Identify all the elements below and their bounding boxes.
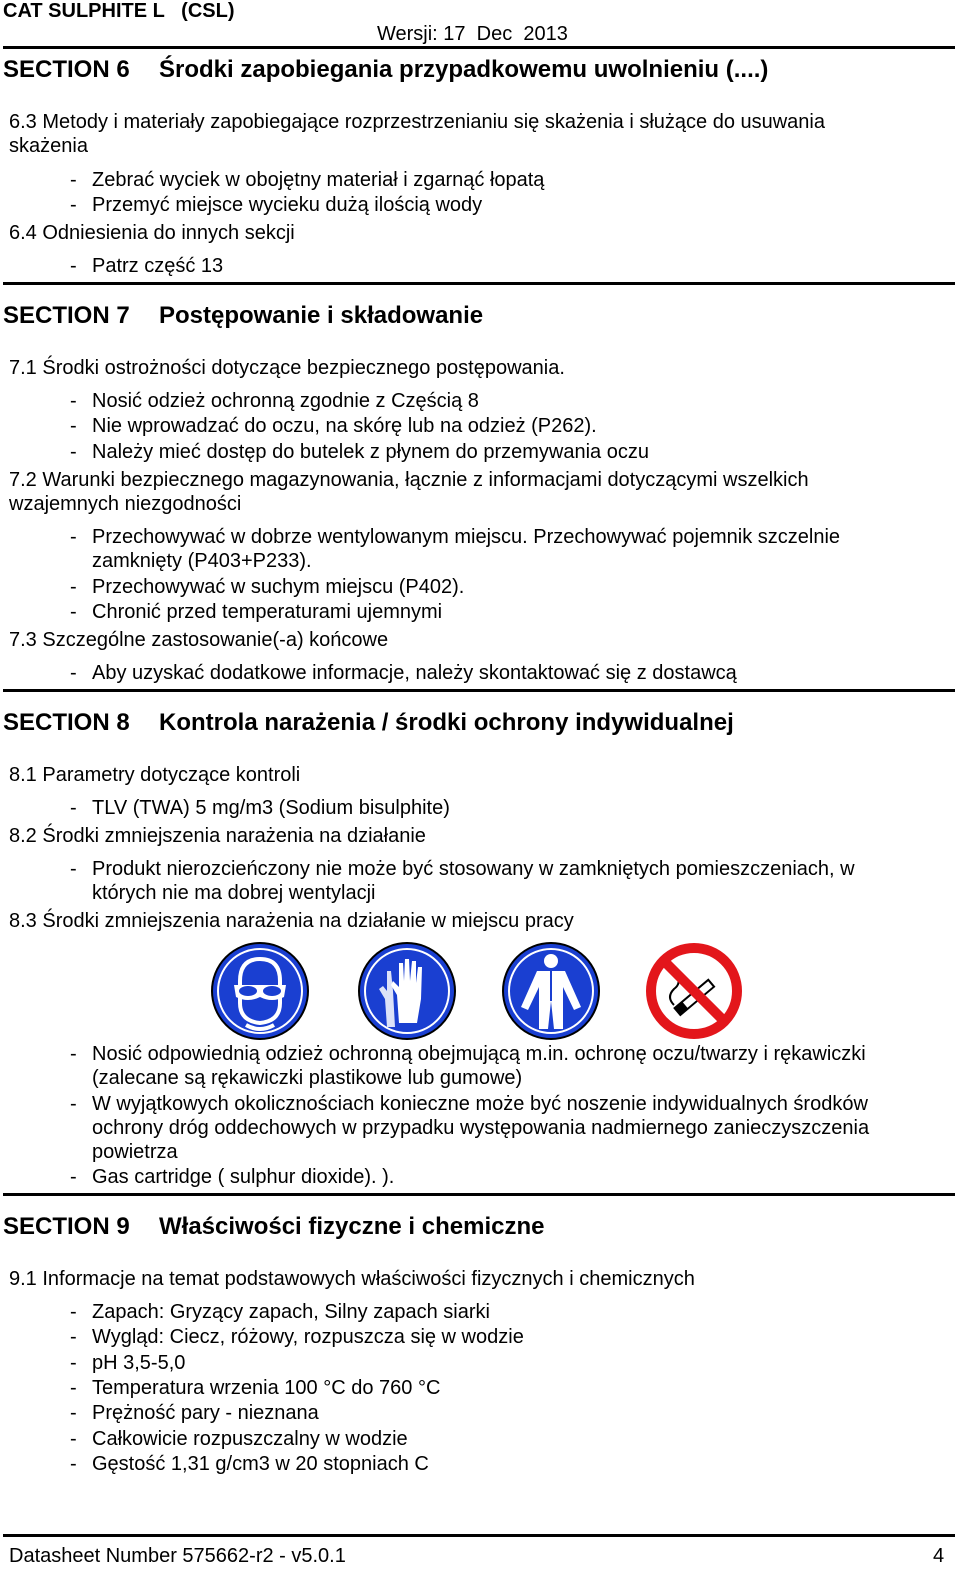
eye-protection-icon	[210, 941, 310, 1041]
subsection-8-3-heading: 8.3 Środki zmniejszenia narażenia na działanie w miejscu pracy	[9, 910, 574, 932]
section-number: SECTION 7	[3, 302, 130, 329]
section-heading: Kontrola narażenia / środki ochrony indywidualnej	[159, 709, 734, 736]
list-item: - W wyjątkowych okolicznościach konieczne może być noszenie indywidualnych środków ochrony dróg oddechowych w przypadku występowania nadmiernego zanieczyszczenia powietrza	[70, 1093, 870, 1163]
list-item: - Zapach: Gryzący zapach, Silny zapach siarki	[70, 1301, 490, 1323]
list-item: - Przechowywać w suchym miejscu (P402).	[70, 576, 465, 598]
list-item: - Patrz część 13	[70, 255, 224, 277]
page-number: 4	[933, 1545, 945, 1567]
section-heading: Właściwości fizyczne i chemiczne	[159, 1213, 545, 1240]
list-item: - pH 3,5-5,0	[70, 1352, 186, 1374]
no-smoking-icon	[644, 941, 744, 1041]
subsection-7-2-heading: 7.2 Warunki bezpiecznego magazynowania, łącznie z informacjami dotyczącymi wszelkich wzajemnych niezgodności	[9, 469, 809, 515]
list-item: - Zebrać wyciek w obojętny materiał i zgarnąć łopatą	[70, 169, 545, 191]
datasheet-number: Datasheet Number 575662-r2 - v5.0.1	[9, 1545, 346, 1567]
list-item: - Gas cartridge ( sulphur dioxide). ).	[70, 1166, 395, 1188]
list-item: - Chronić przed temperaturami ujemnymi	[70, 601, 443, 623]
section-number: SECTION 8	[3, 709, 130, 736]
subsection-7-1-heading: 7.1 Środki ostrożności dotyczące bezpiecznego postępowania.	[9, 357, 565, 379]
list-item: - Przechowywać w dobrze wentylowanym miejscu. Przechowywać pojemnik szczelnie zamknięty (P403+P233).	[70, 526, 841, 572]
section-7-title	[3, 302, 483, 330]
list-item: - Aby uzyskać dodatkowe informacje, należy skontaktować się z dostawcą	[70, 662, 737, 684]
list-item: - Produkt nierozcieńczony nie może być stosowany w zamkniętych pomieszczeniach, w których nie ma dobrej wentylacji	[70, 858, 855, 904]
list-item: - Nosić odzież ochronną zgodnie z Częścią 8	[70, 390, 479, 412]
section-rule	[3, 282, 955, 285]
product-name: CAT SULPHITE L (CSL)	[3, 0, 235, 22]
list-item: - Prężność pary - nieznana	[70, 1402, 319, 1424]
section-6-title	[3, 56, 768, 84]
section-heading: Środki zapobiegania przypadkowemu uwolnieniu (....)	[159, 56, 769, 83]
subsection-6-4-heading: 6.4 Odniesienia do innych sekcji	[9, 222, 295, 244]
subsection-6-3-heading: 6.3 Metody i materiały zapobiegające rozprzestrzenianiu się skażenia i służące do usuwania skażenia	[9, 111, 825, 157]
list-item: - TLV (TWA) 5 mg/m3 (Sodium bisulphite)	[70, 797, 450, 819]
subsection-7-3-heading: 7.3 Szczególne zastosowanie(-a) końcowe	[9, 629, 389, 651]
list-item: - Nosić odpowiednią odzież ochronną obejmującą m.in. ochronę oczu/twarzy i rękawiczki (zalecane są rękawiczki plastikowe lub gumowe)	[70, 1043, 866, 1089]
list-item: - Całkowicie rozpuszczalny w wodzie	[70, 1428, 408, 1450]
footer-rule	[3, 1534, 955, 1537]
section-number: SECTION 9	[3, 1213, 130, 1240]
list-item: - Wygląd: Ciecz, różowy, rozpuszcza się w wodzie	[70, 1326, 524, 1348]
gloves-icon	[357, 941, 457, 1041]
subsection-8-1-heading: 8.1 Parametry dotyczące kontroli	[9, 764, 301, 786]
section-heading: Postępowanie i składowanie	[159, 302, 484, 329]
section-8-title	[3, 709, 734, 737]
list-item: - Gęstość 1,31 g/cm3 w 20 stopniach C	[70, 1453, 429, 1475]
list-item: - Przemyć miejsce wycieku dużą ilością wody	[70, 194, 483, 216]
version-date: Wersji: 17 Dec 2013	[377, 23, 568, 45]
section-rule	[3, 689, 955, 692]
list-item: - Nie wprowadzać do oczu, na skórę lub na odzież (P262).	[70, 415, 597, 437]
protective-clothing-icon	[501, 941, 601, 1041]
list-item: - Temperatura wrzenia 100 °C do 760 °C	[70, 1377, 441, 1399]
section-9-title	[3, 1213, 544, 1241]
header-rule	[3, 46, 955, 49]
section-rule	[3, 1193, 955, 1196]
subsection-9-1-heading: 9.1 Informacje na temat podstawowych właściwości fizycznych i chemicznych	[9, 1268, 695, 1290]
list-item: - Należy mieć dostęp do butelek z płynem do przemywania oczu	[70, 441, 649, 463]
subsection-8-2-heading: 8.2 Środki zmniejszenia narażenia na działanie	[9, 825, 426, 847]
section-number: SECTION 6	[3, 56, 130, 83]
